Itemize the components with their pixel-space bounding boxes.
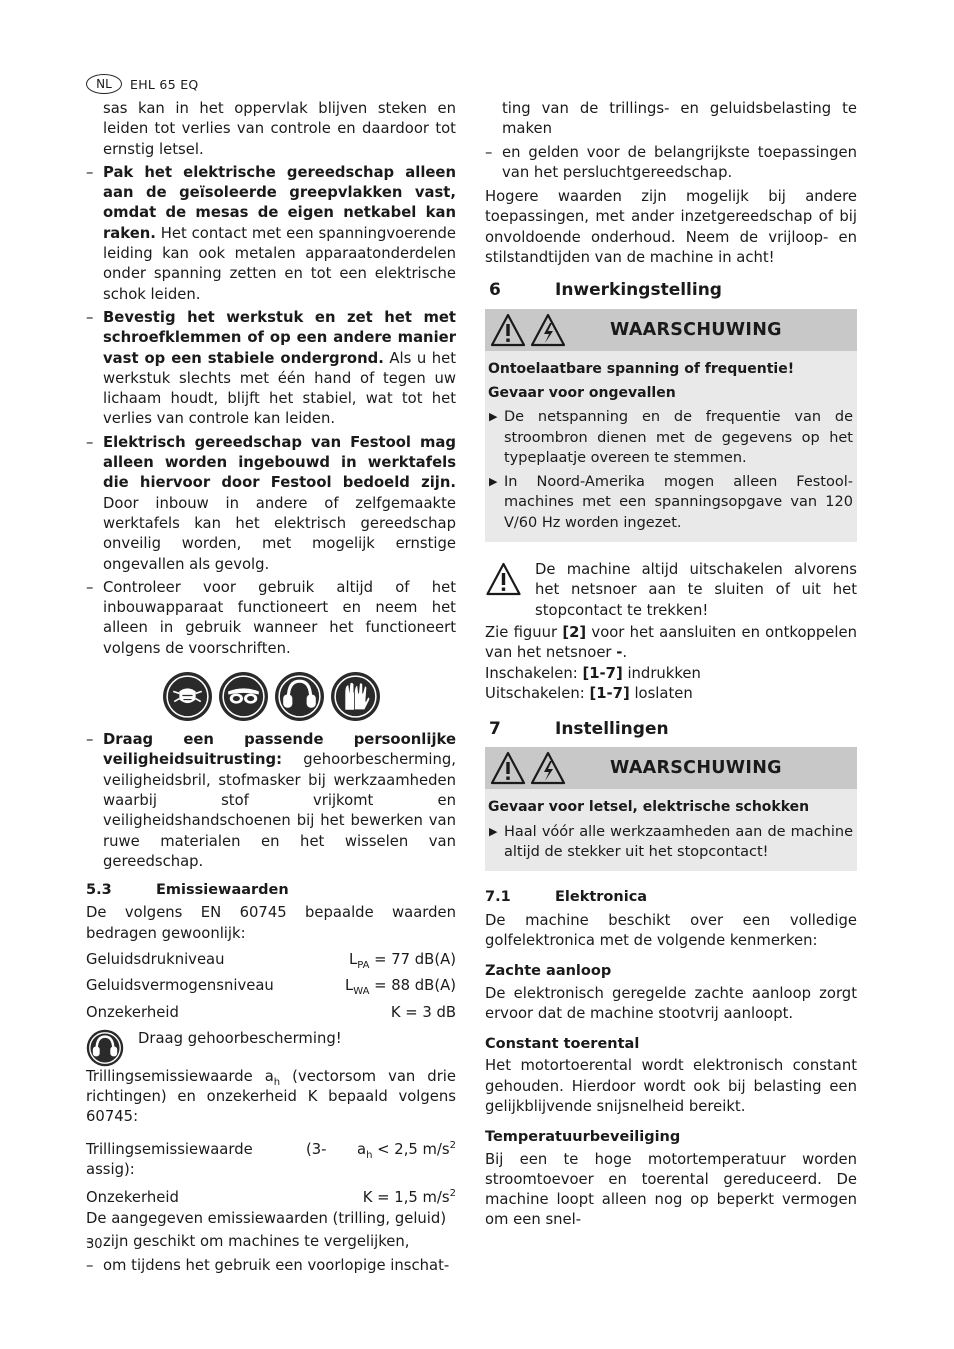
sound-values <box>86 950 456 1023</box>
warning-triangle-icon <box>490 313 526 347</box>
safety-item-workbench <box>86 433 456 575</box>
right-column <box>485 99 857 1231</box>
value-subscript: WA <box>353 986 370 998</box>
vibration-value-row <box>86 1140 456 1181</box>
continued-text: sas kan in het oppervlak blijven steken en leiden tot verlies van controle en daardoor tot ernstig letsel. <box>103 100 456 158</box>
safety-item-bold: Draag een passende persoonlijke veiligheidsuitrusting: <box>103 731 456 769</box>
emission-item: – om tijdens het gebruik een voorlopige inschat- <box>86 1256 456 1276</box>
switch-ref: [1-7] <box>589 684 630 702</box>
uncertainty-row <box>86 1188 456 1208</box>
warning-header <box>485 747 857 789</box>
uncertainty-label: Onzekerheid <box>86 1189 179 1207</box>
page-header <box>86 74 199 94</box>
vibration-subscript: h <box>366 1149 373 1161</box>
warning-triangle-icon <box>485 562 522 596</box>
feature-text: De elektronisch geregelde zachte aanloop zorgt ervoor dat de machine stootvrij aanloopt. <box>485 984 857 1022</box>
vibration-intro-subscript: h <box>273 1076 281 1088</box>
ppe-icons <box>86 671 456 722</box>
figure-text: Zie figuur <box>485 623 563 641</box>
value-amount <box>349 950 456 970</box>
value-number: = 77 dB(A) <box>369 950 456 968</box>
value-label: Geluidsvermogensniveau <box>86 977 274 995</box>
safety-item-insulated-grips <box>86 163 456 305</box>
warning-instruction: ▶ Haal vóór alle werkzaamheden aan de machine altijd de stekker uit het stopcontact! <box>488 822 853 863</box>
value-amount <box>345 976 456 996</box>
switch-off-text <box>485 684 857 704</box>
section-title: Emissiewaarden <box>156 882 289 899</box>
feature-text: Bij een te hoge motortemperatuur worden stroomtoevoer en toerental gereduceerd. De machine loopt alleen nog op beperkt vermogen om een snel- <box>485 1150 857 1229</box>
vibration-mid: (3- <box>306 1140 327 1158</box>
dust-mask-icon <box>162 671 213 722</box>
emission-item: – zijn geschikt om machines te vergelijken, <box>86 1232 456 1252</box>
value-number: = 88 dB(A) <box>369 977 456 995</box>
language-badge: NL <box>86 74 122 94</box>
feature-heading: Temperatuurbeveiliging <box>485 1129 681 1146</box>
value-symbol: L <box>345 977 354 995</box>
gloves-icon <box>330 671 381 722</box>
warning-body <box>485 789 857 871</box>
warning-instruction: ▶ De netspanning en de frequentie van de stroombron dienen met de gegevens op het typeplaatje overeen te stemmen. <box>488 407 853 468</box>
section-heading-5-3 <box>86 880 456 900</box>
warning-body <box>485 351 857 542</box>
value-subscript: PA <box>357 959 370 971</box>
value-row <box>86 976 456 996</box>
feature-heading: Constant toerental <box>485 1036 640 1053</box>
figure-ref: [2] <box>562 623 587 641</box>
electric-hazard-icon <box>530 313 566 347</box>
switch-action: loslaten <box>629 684 693 702</box>
value-label: Geluidsdrukniveau <box>86 950 225 968</box>
emission-intro: De volgens EN 60745 bepaalde waarden bedragen gewoonlijk: <box>86 904 456 942</box>
switch-label: Inschakelen: <box>485 664 583 682</box>
page-number: 30 <box>86 1237 103 1252</box>
model-name: EHL 65 EQ <box>130 76 199 92</box>
warning-title: Ontoelaatbare spanning of frequentie! <box>488 360 795 377</box>
section-heading-7-1 <box>485 887 857 907</box>
vibration-number: < 2,5 m/s <box>372 1140 450 1158</box>
warning-title: Gevaar voor letsel, elektrische schokken <box>488 799 810 816</box>
emission-item-continued: ting van de trillings- en geluidsbelasting te maken <box>502 100 857 138</box>
figure-reference <box>485 623 857 664</box>
safety-item-ppe <box>86 730 456 872</box>
vibration-symbol: a <box>357 1140 367 1158</box>
vibration-label: Trillingsemissiewaarde assig): <box>86 1140 253 1179</box>
section-heading-6 <box>489 280 857 300</box>
switch-on-text <box>485 664 857 684</box>
safety-item-text: Het contact met een spanningvoerende leiding kan ook metalen apparaatonderdelen onder spanning zetten en tot een elektrische schok leiden. <box>103 224 456 303</box>
warning-box <box>485 747 857 871</box>
safety-item-text: gehoorbescherming, veiligheidsbril, stofmasker bij werkzaamheden waarbij stof vrijkomt en veiligheidshandschoenen bij het bewerken van ruwe materialen en het wisselen van gereedschap. <box>103 751 456 870</box>
warning-header <box>485 309 857 351</box>
electric-hazard-icon <box>530 751 566 785</box>
value-label: Onzekerheid <box>86 1003 179 1021</box>
caution-text: De machine altijd uitschakelen alvorens het netsnoer aan te sluiten of uit het stopcontact te trekken! <box>535 561 857 619</box>
section-title: Instellingen <box>555 719 669 740</box>
warning-label: WAARSCHUWING <box>610 758 782 779</box>
hearing-protection-note <box>86 1029 456 1067</box>
warning-triangle-icon <box>490 751 526 785</box>
vibration-intro-text: Trillingsemissiewaarde a <box>86 1067 274 1085</box>
switch-label: Uitschakelen: <box>485 684 590 702</box>
electronics-intro: De machine beschikt over een volledige golfelektronica met de volgende kenmerken: <box>485 911 857 949</box>
warning-instruction: ▶ In Noord-Amerika mogen alleen Festool-machines met een spanningsopgave van 120 V/60 Hz worden ingezet. <box>488 472 853 533</box>
safety-item-bold: Elektrisch gereedschap van Festool mag alleen worden ingebouwd in werktafels die hiervoor door Festool bedoeld zijn. <box>103 433 456 492</box>
switch-action: indrukken <box>622 664 701 682</box>
safety-item-text: Door inbouw in andere of zelfgemaakte werktafels kan het elektrisch gereedschap onveilig worden, met mogelijk ernstige ongevallen als gevolg. <box>103 494 456 573</box>
caution-note <box>485 560 857 621</box>
figure-text: . <box>622 644 628 662</box>
feature-heading: Zachte aanloop <box>485 963 612 980</box>
value-number: K = 3 dB <box>390 1003 456 1021</box>
section-heading-7 <box>489 719 857 739</box>
vibration-superscript: 2 <box>449 1139 456 1151</box>
switch-ref: [1-7] <box>582 664 623 682</box>
value-row <box>86 950 456 970</box>
uncertainty-value <box>363 1188 456 1208</box>
value-row <box>86 1003 456 1023</box>
safety-item-text: Als u het werkstuk slechts met één hand of tegen uw lichaam houdt, blijft het stabiel, wat tot het verlies van controle kan leiden. <box>103 349 456 428</box>
safety-item-bold: Bevestig het werkstuk en zet het met schroefklemmen of op een andere manier vast op een stabiele ondergrond. <box>103 308 456 367</box>
figure-ref: - <box>616 644 623 662</box>
emission-statement: De aangegeven emissiewaarden (trilling, geluid) <box>86 1209 447 1227</box>
section-number: 6 <box>489 280 501 301</box>
safety-item-bold: Pak het elektrische gereedschap alleen aan de geïsoleerde greepvlakken vast, omdat de mesas de eigen netkabel kan raken. <box>103 163 456 242</box>
warning-subtitle: Gevaar voor ongevallen <box>488 384 676 401</box>
safety-item-clamp-workpiece <box>86 308 456 430</box>
uncertainty-superscript: 2 <box>449 1188 456 1200</box>
section-number: 5.3 <box>86 882 112 899</box>
section-title: Elektronica <box>555 889 648 906</box>
feature-text: Het motortoerental wordt elektronisch constant gehouden. Hierdoor wordt ook bij belasting een gelijkblijvende snijsnelheid bereikt. <box>485 1057 857 1115</box>
ear-protection-icon <box>86 1029 124 1067</box>
warning-label: WAARSCHUWING <box>610 319 782 340</box>
left-column <box>86 99 456 1277</box>
vibration-intro <box>86 1067 456 1128</box>
ear-protection-icon <box>274 671 325 722</box>
section-title: Inwerkingstelling <box>555 280 722 301</box>
hearing-protection-text: Draag gehoorbescherming! <box>138 1029 342 1047</box>
uncertainty-number: K = 1,5 m/s <box>362 1189 450 1207</box>
vibration-intro-text: (vectorsom van drie richtingen) en onzekerheid K bepaald volgens 60745: <box>86 1067 456 1126</box>
emission-item: – en gelden voor de belangrijkste toepassingen van het persluchtgereedschap. <box>485 143 857 184</box>
section-number: 7 <box>489 719 501 740</box>
higher-values-note: Hogere waarden zijn mogelijk bij andere toepassingen, met ander inzetgereedschap of bij onvoldoende onderhoud. Neem de vrijloop- en stilstandtijden van de machine in acht! <box>485 188 857 267</box>
figure-text: voor het aansluiten en ontkoppelen van het netsnoer <box>485 623 857 662</box>
safety-glasses-icon <box>218 671 269 722</box>
section-number: 7.1 <box>485 889 511 906</box>
vibration-value <box>346 1140 456 1160</box>
warning-box <box>485 309 857 542</box>
value-symbol: L <box>348 950 358 968</box>
safety-item-check-function: – Controleer voor gebruik altijd of het inbouwapparaat functioneert en neem het alleen in gebruik wanneer het functioneert volgens de voorschriften. <box>86 578 456 659</box>
